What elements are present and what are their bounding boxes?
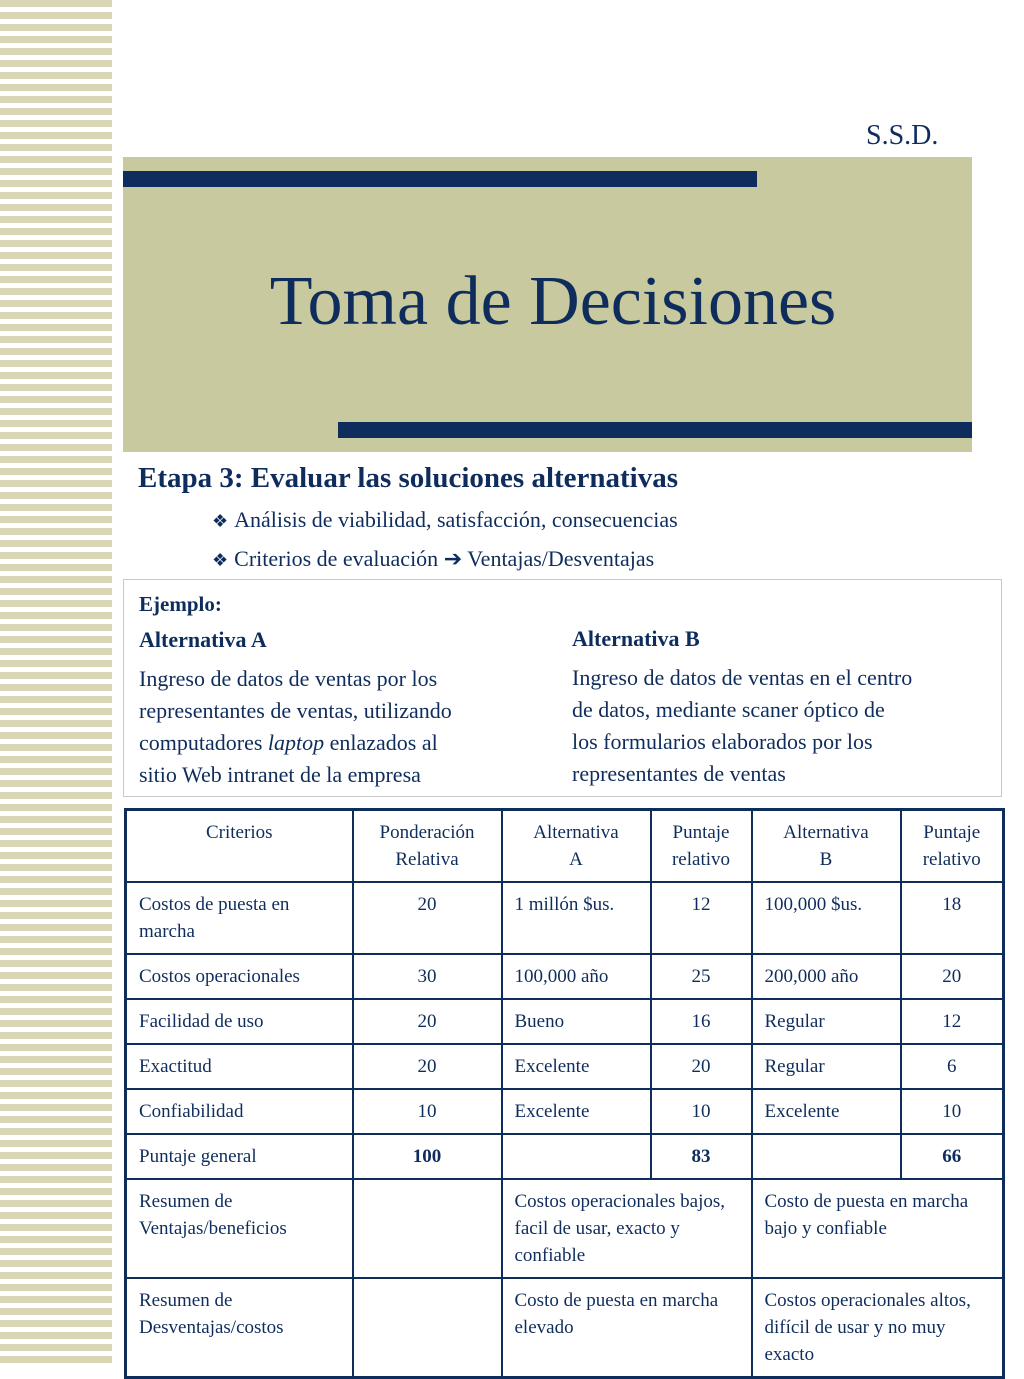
bullet-criteria	[212, 546, 654, 572]
alt-a-heading: Alternativa A	[139, 627, 267, 652]
header-tag: S.S.D.	[866, 120, 939, 151]
arrow-right-icon: ➔	[443, 546, 463, 571]
alt-a-cell: 100,000 año	[502, 954, 651, 999]
alt-b-summary-cell: Costos operacionales altos, difícil de usar y no muy exacto	[752, 1278, 1004, 1378]
table-row	[126, 882, 1004, 954]
title-bar-bottom	[338, 422, 972, 438]
score-a-cell: 25	[651, 954, 752, 999]
criterion-cell: Facilidad de uso	[126, 999, 353, 1044]
alt-a-line: Ingreso de datos de ventas por los	[139, 666, 438, 691]
table-row-summary-disadvantages	[126, 1278, 1004, 1378]
weight-cell: 20	[353, 882, 502, 954]
weight-cell: 20	[353, 1044, 502, 1089]
score-a-cell: 16	[651, 999, 752, 1044]
diamond-bullet-icon: ❖	[212, 550, 229, 570]
alt-a-cell: Bueno	[502, 999, 651, 1044]
table-row	[126, 954, 1004, 999]
weight-cell: 10	[353, 1089, 502, 1134]
criterion-cell: Resumen de Ventajas/beneficios	[126, 1179, 353, 1278]
alt-b-cell: Regular	[752, 999, 901, 1044]
criterion-cell: Puntaje general	[126, 1134, 353, 1179]
weight-total-cell: 100	[353, 1134, 502, 1179]
score-a-cell: 12	[651, 882, 752, 954]
alt-b-summary-cell: Costo de puesta en marcha bajo y confiable	[752, 1179, 1004, 1278]
alt-a-line3-post: enlazados al	[329, 730, 438, 755]
header-cell: Alternativa B	[752, 810, 901, 883]
empty-cell	[353, 1179, 502, 1278]
alt-a-cell: Excelente	[502, 1044, 651, 1089]
table-row-summary-advantages	[126, 1179, 1004, 1278]
score-b-total-cell: 66	[901, 1134, 1004, 1179]
alt-b-line: Ingreso de datos de ventas en el centro	[572, 665, 913, 690]
alt-b-line: de datos, mediante scaner óptico de	[572, 697, 885, 722]
header-cell: Puntaje relativo	[651, 810, 752, 883]
score-a-total-cell: 83	[651, 1134, 752, 1179]
weight-cell: 30	[353, 954, 502, 999]
header-cell: Puntaje relativo	[901, 810, 1004, 883]
weight-cell: 20	[353, 999, 502, 1044]
alt-a-line	[139, 727, 452, 759]
score-b-cell: 6	[901, 1044, 1004, 1089]
table-row	[126, 999, 1004, 1044]
alt-a-cell: 1 millón $us.	[502, 882, 651, 954]
comparison-table	[124, 808, 1005, 1379]
example-label: Ejemplo:	[139, 592, 222, 616]
score-a-cell: 10	[651, 1089, 752, 1134]
score-a-cell: 20	[651, 1044, 752, 1089]
header-cell: Ponderación Relativa	[353, 810, 502, 883]
score-b-cell: 10	[901, 1089, 1004, 1134]
alt-a-line: representantes de ventas, utilizando	[139, 698, 452, 723]
comparison-table-wrapper	[124, 808, 1002, 1379]
bullet-text-pre: Criterios de evaluación	[234, 546, 439, 571]
criterion-cell: Exactitud	[126, 1044, 353, 1089]
score-b-cell: 18	[901, 882, 1004, 954]
alt-b-cell: 200,000 año	[752, 954, 901, 999]
alt-b-cell: Excelente	[752, 1089, 901, 1134]
alt-a-cell	[502, 1134, 651, 1179]
table-row-total	[126, 1134, 1004, 1179]
bullet-text: Análisis de viabilidad, satisfacción, consecuencias	[234, 507, 678, 532]
criterion-cell: Confiabilidad	[126, 1089, 353, 1134]
table-header-row	[126, 810, 1004, 883]
alt-a-line3-italic: laptop	[267, 730, 325, 755]
decorative-stripes	[0, 0, 112, 1365]
score-b-cell: 12	[901, 999, 1004, 1044]
alt-a-line: sitio Web intranet de la empresa	[139, 762, 421, 787]
page-title: Toma de Decisiones	[269, 263, 837, 340]
stage-heading: Etapa 3: Evaluar las soluciones alternativas	[138, 462, 679, 494]
alt-b-cell: Regular	[752, 1044, 901, 1089]
alt-b-cell	[752, 1134, 901, 1179]
alt-b-line: los formularios elaborados por los	[572, 729, 873, 754]
bullet-viability	[212, 507, 678, 533]
alt-b-line: representantes de ventas	[572, 761, 786, 786]
alt-b-cell: 100,000 $us.	[752, 882, 901, 954]
alt-b-description	[572, 662, 912, 790]
alt-a-summary-cell: Costo de puesta en marcha elevado	[502, 1278, 752, 1378]
example-box	[123, 579, 1002, 797]
table-row	[126, 1089, 1004, 1134]
header-cell: Criterios	[126, 810, 353, 883]
title-bar-top	[123, 171, 757, 187]
alt-a-summary-cell: Costos operacionales bajos, facil de usar, exacto y confiable	[502, 1179, 752, 1278]
criterion-cell: Costos operacionales	[126, 954, 353, 999]
alt-a-description	[139, 663, 452, 791]
diamond-bullet-icon: ❖	[212, 511, 229, 531]
score-b-cell: 20	[901, 954, 1004, 999]
empty-cell	[353, 1278, 502, 1378]
bullet-text-post: Ventajas/Desventajas	[467, 546, 655, 571]
alt-b-heading: Alternativa B	[572, 626, 700, 651]
criterion-cell: Resumen de Desventajas/costos	[126, 1278, 353, 1378]
header-cell: Alternativa A	[502, 810, 651, 883]
alt-a-line3-pre: computadores	[139, 730, 263, 755]
table-row	[126, 1044, 1004, 1089]
alt-a-cell: Excelente	[502, 1089, 651, 1134]
criterion-cell: Costos de puesta en marcha	[126, 882, 353, 954]
